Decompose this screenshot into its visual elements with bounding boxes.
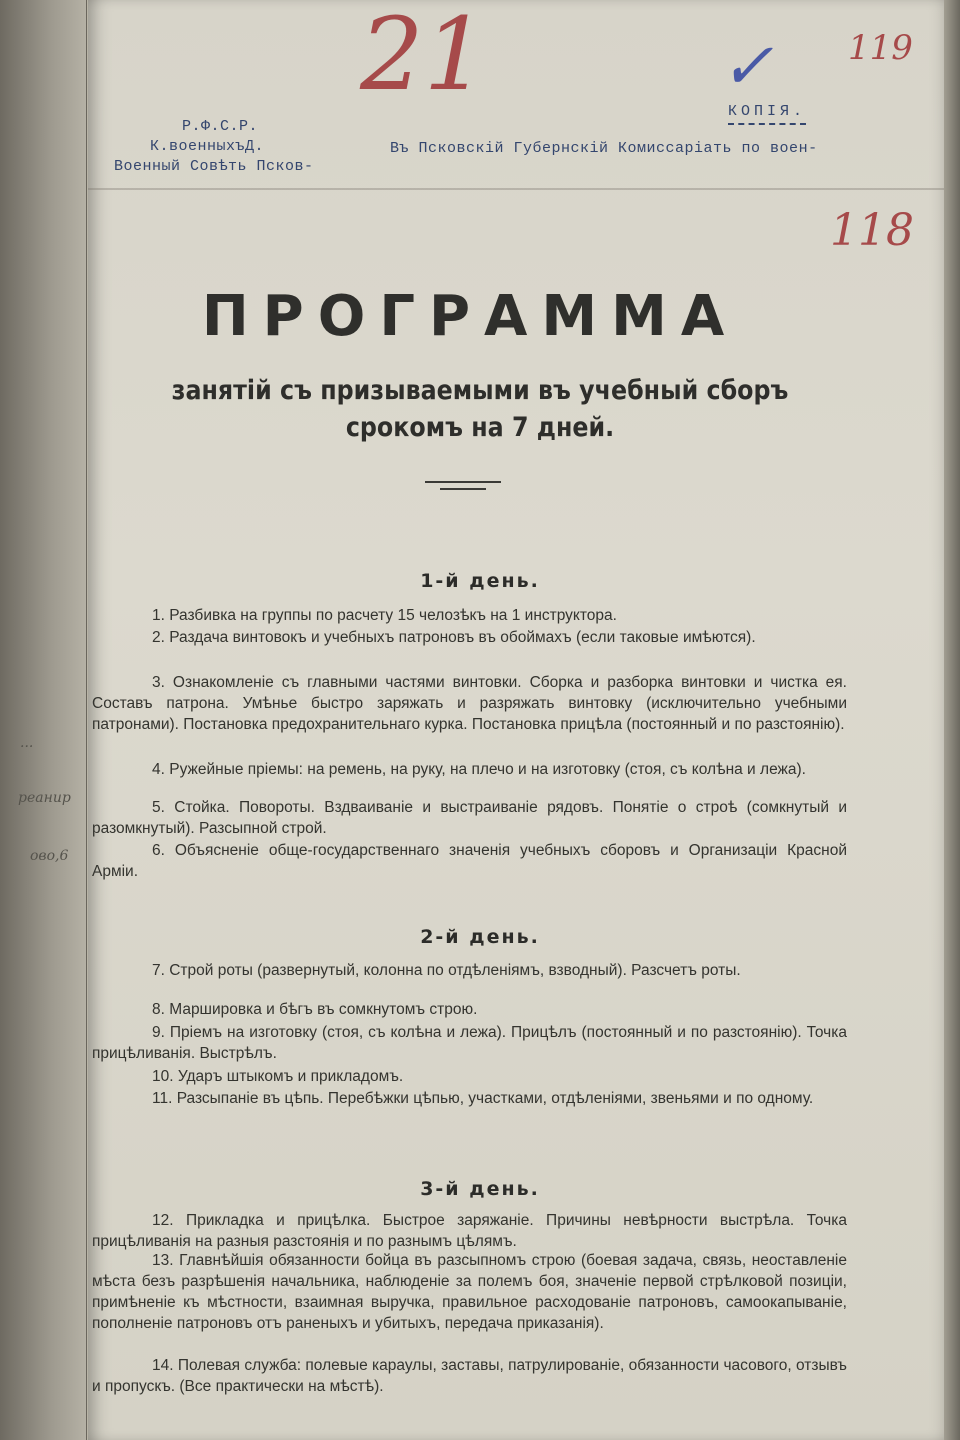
corner-number: 119 [848,28,913,68]
program-item: 14. Полевая служба: полевые караулы, заставы, патрулированіе, обязанности часового, отзывъ и пропускъ. (Все практически на мѣстѣ). [92,1357,847,1395]
program-item: 4. Ружейные пріемы: на ремень, на руку, на плечо и на изготовку (стоя, съ колѣна и лежа). [152,761,806,778]
divider [440,488,486,490]
left-adjacent-sheet [0,0,87,1440]
program-item: 5. Стойка. Повороты. Вздваиваніе и выстраиваніе рядовъ. Понятіе о строѣ (сомкнутый и разомкнутый). Разсыпной строй. [92,799,847,837]
day-heading: 3-й день. [420,1178,540,1200]
header-military-council: Военный Совѣть Псков- [114,158,314,175]
subtitle-line-1: занятій съ призываемыми въ учебный сборъ [171,375,789,406]
margin-note: ... [20,735,34,751]
program-item: 1. Разбивка на группы по расчету 15 челозѣкъ на 1 инструктора. [152,607,617,624]
program-item: 2. Раздача винтовокъ и учебныхъ патроновъ въ обоймахъ (если таковые имѣются). [152,629,756,646]
program-item: 9. Пріемъ на изготовку (стоя, съ колѣна и лежа). Прицѣлъ (постоянный и по разстоянію). Точка прицѣливанія. Выстрѣлъ. [92,1024,847,1062]
binding-edge [944,0,960,1440]
check-mark-icon: ✓ [720,30,774,104]
program-item: 12. Прикладка и прицѣлка. Быстрое заряжаніе. Причины невѣрности выстрѣла. Точка прицѣливанія на разныя разстоянія и по разнымъ цѣлямъ. [92,1212,847,1250]
header-addressee: Въ Псковскій Губернскій Комиссаріать по воен- [390,140,818,157]
program-item: 10. Ударъ штыкомъ и прикладомъ. [152,1068,404,1085]
program-item: 11. Разсыпаніе въ цѣпь. Перебѣжки цѣпью, участками, отдѣленіями, звеньями и по одному. [152,1090,814,1107]
program-item: 6. Объясненіе обще-государственнаго значенія учебныхъ сборовъ и Организаціи Красной Арміи. [92,842,847,880]
header-commissariat: К.военныхъД. [150,138,265,155]
copy-mark: КОПІЯ. [728,103,806,125]
program-item: 3. Ознакомленіе съ главными частями винтовки. Сборка и разборка винтовки и чистка ея. Составъ патрона. Умѣнье быстро заряжать и разряжать винтовку (исключительно учебными патронами). Постановка предохранительнаго курка. Постановка прицѣла (постоянный и по разстоянію). [92,674,847,733]
archive-number-red: 21 [360,0,488,113]
page-number-handwritten: 118 [830,205,914,256]
margin-note: реанир [18,790,71,806]
program-item: 13. Главнѣйшія обязанности бойца въ разсыпномъ строю (боевая задача, связь, неоставленіе мѣста безъ разрѣшенія начальника, наблюденіе за полемъ боя, значеніе первой стрѣлковой позиціи, примѣненіе къ мѣстности, взаимная выручка, правильное расходованіе патроновъ, самоокапываніе, пополненіе патроновъ отъ раненыхъ и убитыхъ, передача приказанія). [92,1252,847,1332]
divider [425,481,501,483]
header-rsfsr: Р.Ф.С.Р. [182,118,259,135]
page-title: ПРОГРАММА [201,284,739,349]
program-item: 8. Маршировка и бѣгъ въ сомкнутомъ строю. [152,1001,478,1018]
day-heading: 1-й день. [420,570,540,592]
subtitle-line-2: срокомъ на 7 дней. [345,412,615,443]
day-heading: 2-й день. [420,926,540,948]
margin-note: ово,6 [30,848,69,864]
program-item: 7. Строй роты (развернутый, колонна по отдѣленіямъ, взводный). Разсчетъ роты. [152,962,741,979]
